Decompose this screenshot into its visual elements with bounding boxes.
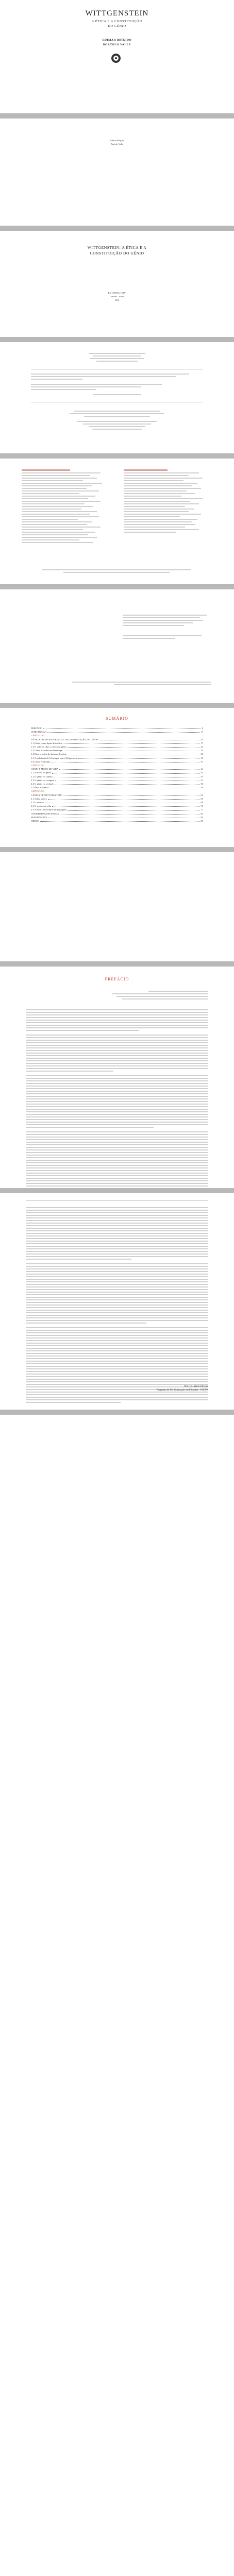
summary-row-title: CAPÍTULO 3 <box>31 790 45 793</box>
summary-row-title: 2.5 Ética e estética <box>31 786 49 789</box>
summary-row <box>31 734 203 737</box>
copyright-footer-block <box>70 409 164 431</box>
summary-row <box>31 738 203 741</box>
summary-row-page: 69 <box>200 801 203 804</box>
half-title-author-1: Edimar Brígido <box>109 139 125 142</box>
summary-row-page: 55 <box>200 783 203 786</box>
summary-row-leader <box>48 816 200 818</box>
summary-row-leader <box>45 801 200 803</box>
summary-row <box>31 726 203 730</box>
summary-row-leader <box>63 793 200 796</box>
summary-row-page: 37 <box>200 760 203 763</box>
summary-row-title: 3.1 Sobre a ética <box>31 797 47 800</box>
page-separator <box>0 1188 234 1193</box>
trailing-blank-area <box>0 1415 234 2576</box>
summary-row-leader <box>52 804 199 807</box>
title-line-2: CONSTITUIÇÃO DO GÊNIO <box>90 251 144 256</box>
summary-row-page: 73 <box>200 805 203 808</box>
summary-row-page: 59 <box>200 786 203 789</box>
summary-row-leader <box>55 782 200 785</box>
summary-row-page: 77 <box>200 808 203 811</box>
summary-row <box>31 767 203 771</box>
summary-row <box>31 752 203 756</box>
preface-text-2 <box>26 1206 208 1404</box>
page-separator <box>0 113 234 118</box>
catalog-card-block <box>31 372 203 397</box>
running-header-rule <box>26 1200 208 1201</box>
summary-row-title: 3.4 A ética como limite da linguagem <box>31 808 66 811</box>
cover-subtitle-1: A ÉTICA E A CONSTITUIÇÃO <box>91 20 143 23</box>
summary-row-page: 21 <box>200 745 203 749</box>
preface-signature-affil: Programa de Pós-Graduação em Filosofia – PUCPR <box>156 1389 208 1392</box>
title-year: 2018 <box>114 299 120 301</box>
summary-row-title: 2.3 O gênio e a coragem <box>31 778 54 782</box>
summary-row <box>31 808 203 811</box>
summary-row-page: 11 <box>200 731 203 734</box>
preface-page-1 <box>0 967 234 1188</box>
editorial-note-block <box>22 568 211 574</box>
summary-row-leader <box>43 726 200 729</box>
cover-page <box>0 0 234 113</box>
page-separator <box>0 584 234 589</box>
page-separator <box>0 453 234 459</box>
summary-page <box>0 708 234 847</box>
summary-row-page: 15 <box>200 738 203 741</box>
page-separator <box>0 703 234 708</box>
summary-row <box>31 797 203 801</box>
blank-page <box>0 852 234 961</box>
half-title-page <box>0 118 234 226</box>
summary-row <box>31 745 203 749</box>
summary-row-title: INTRODUÇÃO <box>31 731 47 734</box>
summary-row-page: 9 <box>202 727 203 730</box>
cover-subtitle-2: DO GÊNIO <box>108 24 126 28</box>
title-page <box>0 231 234 337</box>
summary-row <box>31 819 203 823</box>
copyright-header-block <box>70 351 164 363</box>
summary-row-page: 17 <box>200 741 203 744</box>
cover-title: WITTGENSTEIN <box>85 9 149 18</box>
summary-row-title: 3.3 O sentido da vida <box>31 805 52 808</box>
dedication-block-2 <box>123 634 210 640</box>
summary-row <box>31 778 203 782</box>
summary-row <box>31 771 203 774</box>
summary-row-page: 33 <box>200 756 203 759</box>
cover-author-1: EDIMAR BRÍGIDO <box>102 39 132 42</box>
summary-row <box>31 789 203 793</box>
summary-row-leader <box>68 808 200 810</box>
summary-row-title: 1.2 O valor da obra e a ética do gênio <box>31 745 66 749</box>
summary-row-page: 43 <box>200 771 203 774</box>
summary-row-page: 85 <box>200 816 203 819</box>
page-separator <box>0 226 234 231</box>
summary-row <box>31 793 203 797</box>
half-title-author-2: Bortolo Valle <box>110 143 124 145</box>
summary-row-title: 3.2 O místico <box>31 801 44 804</box>
summary-row-page: 47 <box>200 775 203 778</box>
summary-row-page: 29 <box>200 753 203 756</box>
summary-row <box>31 801 203 804</box>
editorial-board-right-column <box>124 468 211 534</box>
summary-row-title: GÊNIO E MODO DE VIDA <box>31 768 59 771</box>
epigraph-block <box>72 680 211 687</box>
summary-row-title: ÍNDICE <box>31 820 39 823</box>
summary-row-leader <box>40 819 200 822</box>
editorial-board-left-column <box>22 468 109 545</box>
title-line-1: WITTGENSTEIN: A ÉTICA E A <box>87 245 147 250</box>
editorial-board-page <box>0 459 234 584</box>
summary-row-leader <box>68 752 199 755</box>
summary-row-title: 1.1 Gênio como figura filosófica <box>31 741 62 744</box>
preface-epigraph <box>108 989 208 1001</box>
summary-row-leader <box>59 767 199 770</box>
summary-row-title: 2.2 O gênio e o talento <box>31 775 53 778</box>
summary-row-page: 65 <box>200 797 203 800</box>
summary-row-leader <box>52 760 200 762</box>
summary-row <box>31 760 203 764</box>
summary-row-title: CAPÍTULO 1 <box>31 734 45 737</box>
summary-row-page: 81 <box>200 812 203 815</box>
dedication-block <box>123 613 210 628</box>
cover-author-2: BORTOLO VALLE <box>103 43 131 46</box>
page-separator <box>0 337 234 342</box>
summary-row-page: 51 <box>200 778 203 782</box>
summary-row-title: A ÉTICA DO INVENTOR À LUZ DA CONSTITUIÇÃO DO GÊNIO <box>31 738 98 741</box>
title-publisher: EDITORA CRV <box>108 292 126 294</box>
page-separator <box>0 961 234 967</box>
page-separator <box>0 847 234 852</box>
summary-row-leader <box>63 741 199 744</box>
preface-heading: PREFÁCIO <box>105 977 129 981</box>
summary-row <box>31 741 203 745</box>
summary-row-page: 41 <box>200 768 203 771</box>
summary-row <box>31 764 203 767</box>
summary-row-leader <box>64 749 200 751</box>
copyright-page <box>0 342 234 453</box>
summary-row <box>31 812 203 816</box>
summary-row <box>31 775 203 778</box>
summary-row-leader <box>55 778 200 781</box>
summary-row-title: 2.1 A marca do gênio <box>31 771 52 774</box>
summary-row-leader <box>49 786 199 788</box>
summary-row <box>31 730 203 734</box>
preface-signature-name: Prof. Dr. Jelson Oliveira <box>184 1385 208 1388</box>
summary-row <box>31 749 203 752</box>
summary-row-leader <box>54 775 200 777</box>
summary-row-page: 89 <box>200 820 203 823</box>
summary-row-title: REFERÊNCIAS <box>31 816 47 819</box>
summary-heading: SUMÁRIO <box>106 716 128 721</box>
crv-logo-icon <box>111 54 121 63</box>
summary-row-page: 25 <box>200 749 203 752</box>
summary-row-leader <box>52 771 199 773</box>
summary-list <box>31 726 203 823</box>
summary-row <box>31 816 203 819</box>
summary-row-leader <box>68 745 200 748</box>
preface-signature <box>157 1385 208 1392</box>
summary-row-leader <box>60 812 199 815</box>
summary-row-title: 2.4 O gênio e a verdade <box>31 783 54 786</box>
summary-row-title: 1.4 Ética e a vida do homem de gênio <box>31 753 67 756</box>
page-separator <box>0 1410 234 1415</box>
summary-row <box>31 804 203 808</box>
summary-row-title: PREFÁCIO <box>31 727 43 730</box>
summary-row-title: A ÉTICA DE WITTGENSTEIN <box>31 793 62 796</box>
summary-row-leader <box>99 738 199 740</box>
summary-row-title: CAPÍTULO 2 <box>31 764 45 767</box>
summary-row <box>31 756 203 760</box>
summary-row-title: 1.5 A influência de Weininger sobre Wittgenstein <box>31 756 78 759</box>
summary-row-title: 1.3 Gênio e caráter em Weininger <box>31 749 63 752</box>
summary-row-page: 63 <box>200 793 203 796</box>
summary-row <box>31 782 203 786</box>
preface-page-2 <box>0 1193 234 1410</box>
summary-row <box>31 786 203 789</box>
summary-row-title: CONSIDERAÇÕES FINAIS <box>31 812 59 815</box>
summary-row-leader <box>78 756 199 759</box>
summary-row-title: 1.6 Gênio e trabalho <box>31 760 51 763</box>
summary-row-leader <box>48 797 200 800</box>
summary-row-leader <box>47 730 199 733</box>
dedication-page <box>0 589 234 703</box>
title-city: Curitiba – Brasil <box>110 295 124 298</box>
